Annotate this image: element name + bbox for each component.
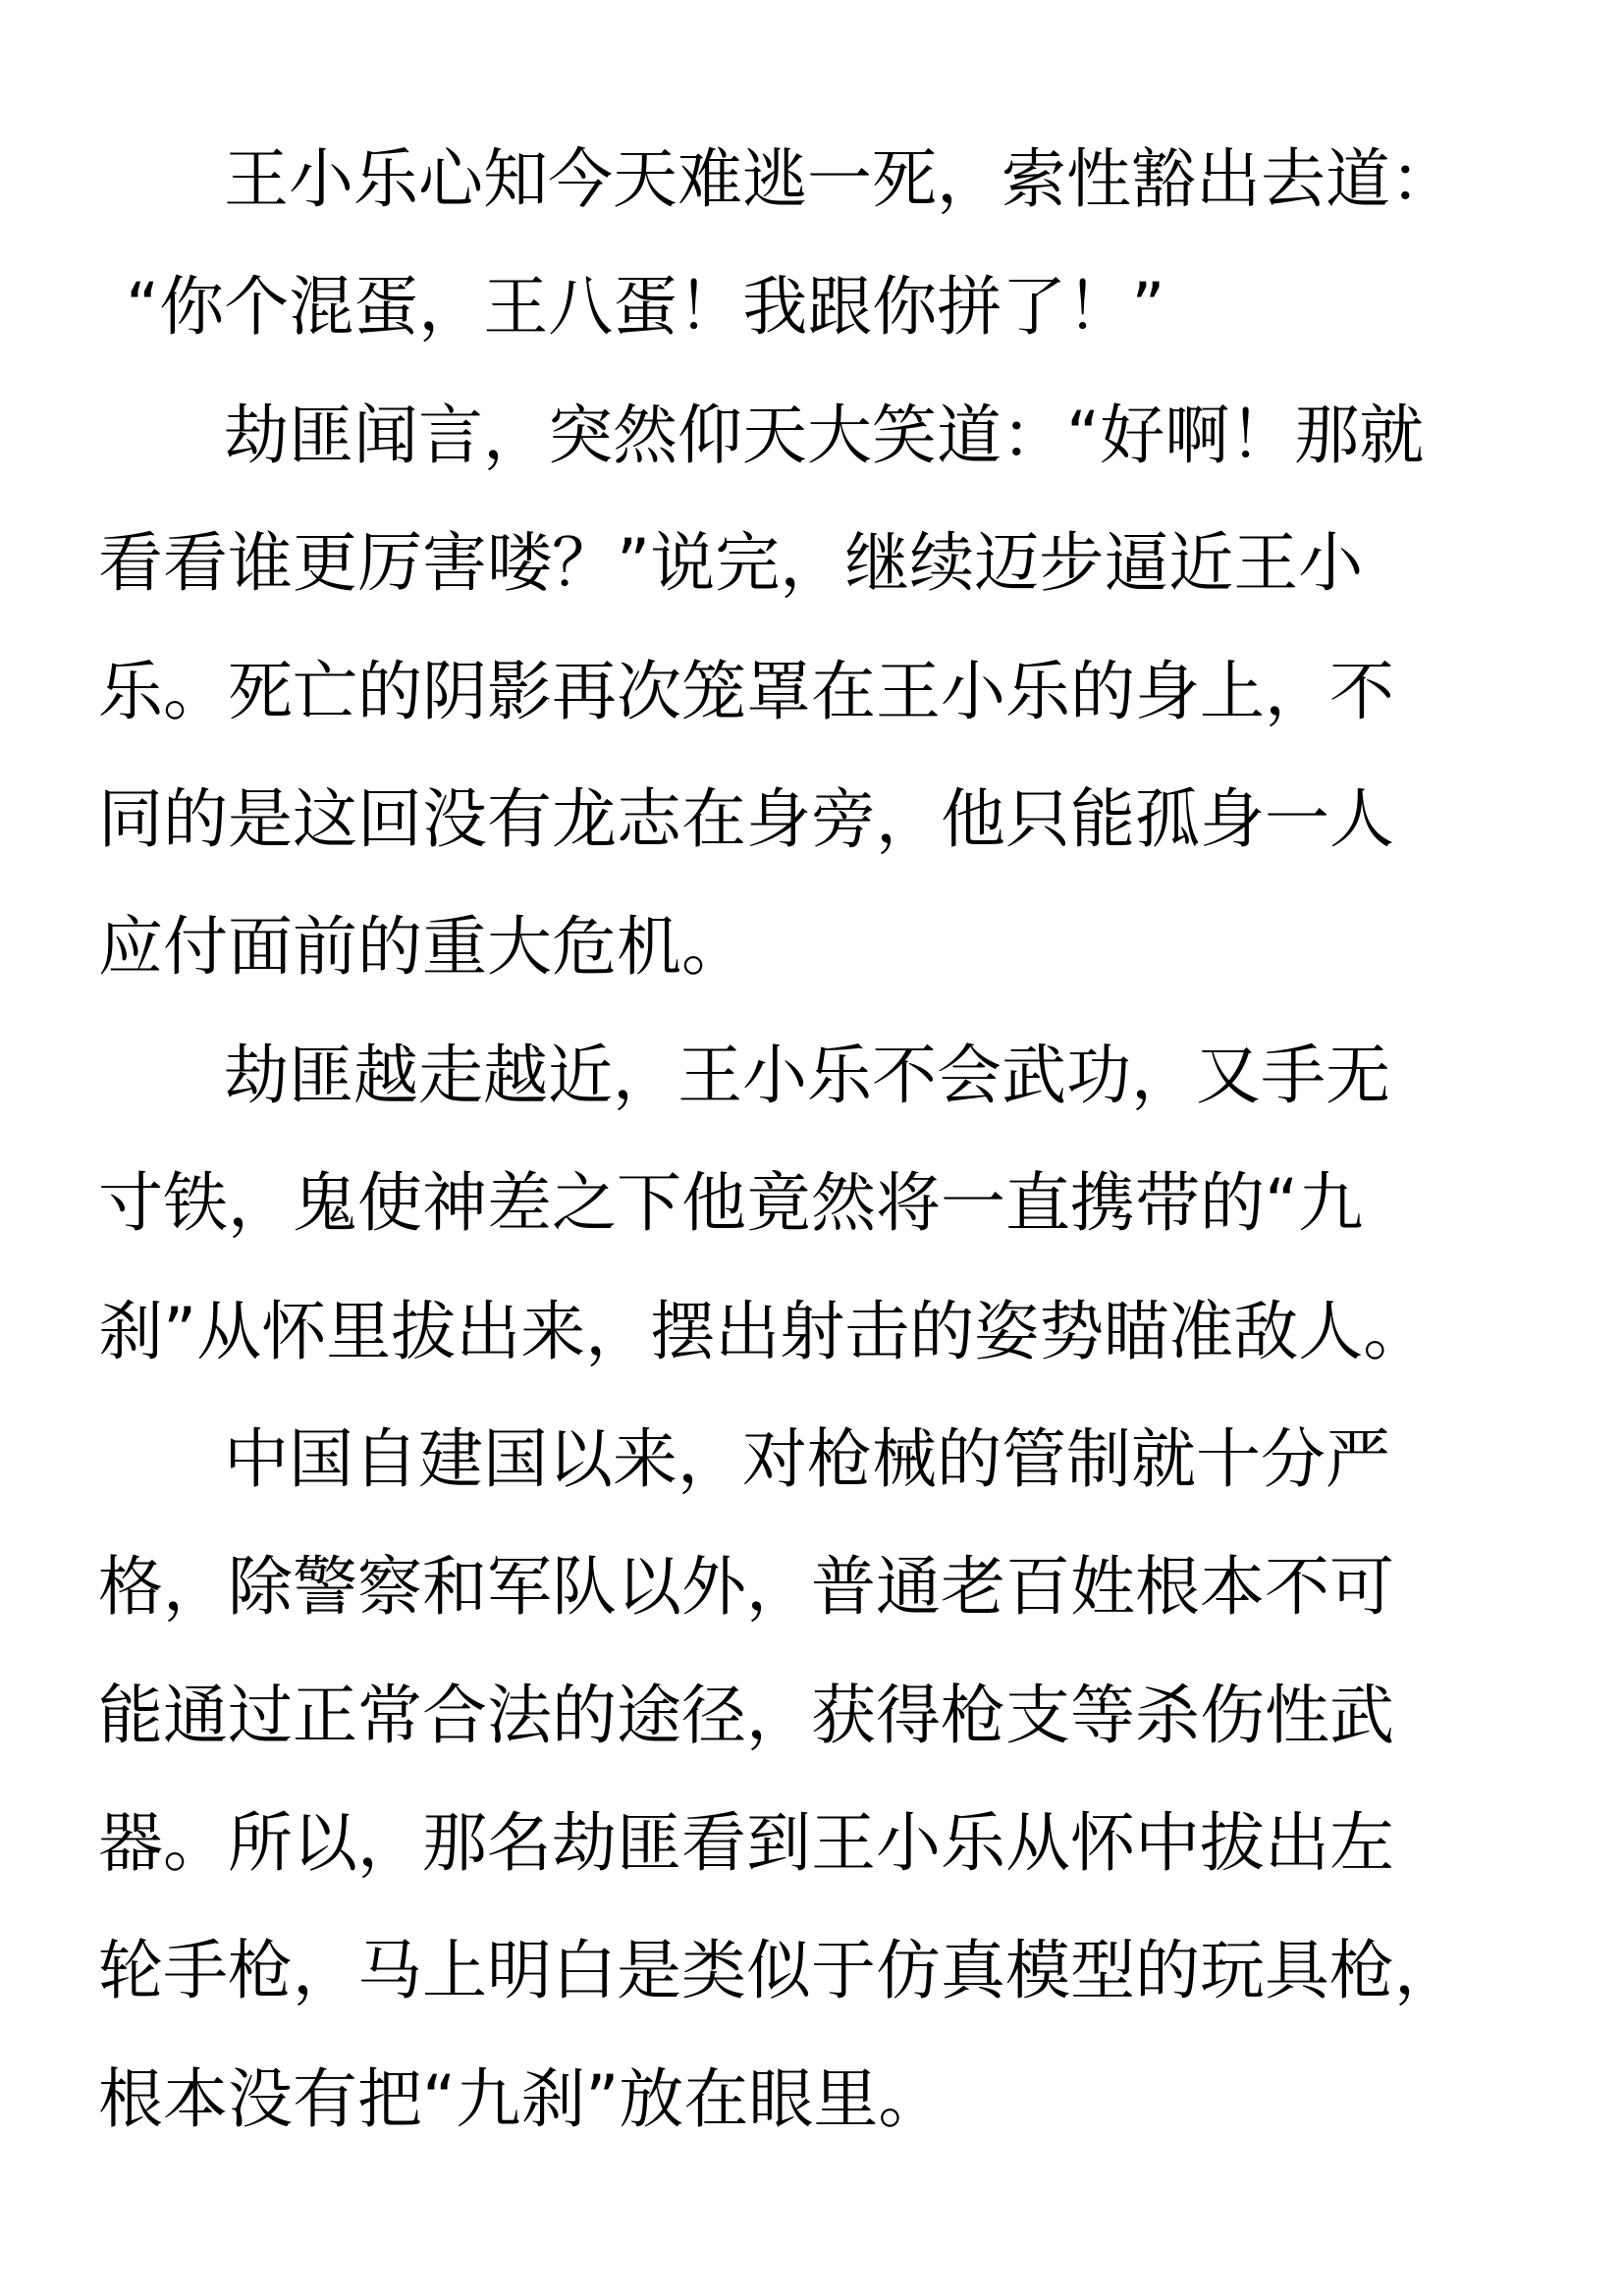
- paragraph-3-line-1: 劫匪越走越近，王小乐不会武功，又手无: [224, 1037, 1390, 1113]
- paragraph-2-line-5: 应付面前的重大危机。: [98, 909, 746, 986]
- paragraph-4-line-2: 格，除警察和军队以外，普通老百姓根本不可: [98, 1549, 1394, 1626]
- paragraph-4-line-6: 根本没有把“九刹”放在眼里。: [98, 2060, 944, 2137]
- paragraph-2-line-2: 看看谁更厉害喽？”说完，继续迈步逼近王小: [98, 525, 1364, 602]
- paragraph-4-line-3: 能通过正常合法的途径，获得枪支等杀伤性武: [98, 1677, 1394, 1753]
- body-text: [98, 116, 1542, 2163]
- paragraph-3-line-3: 刹”从怀里拔出来，摆出射击的姿势瞄准敌人。: [98, 1293, 1429, 1369]
- paragraph-2-line-3: 乐。死亡的阴影再次笼罩在王小乐的身上，不: [98, 653, 1394, 729]
- paragraph-3-line-2: 寸铁，鬼使神差之下他竟然将一直携带的“九: [98, 1165, 1364, 1242]
- paragraph-4-line-4: 器。所以，那名劫匪看到王小乐从怀中拔出左: [98, 1805, 1394, 1882]
- paragraph-2-line-4: 同的是这回没有龙志在身旁，他只能孤身一人: [98, 780, 1394, 857]
- paragraph-2-line-1: 劫匪闻言，突然仰天大笑道：“好啊！那就: [224, 397, 1425, 473]
- paragraph-4-line-5: 轮手枪，马上明白是类似于仿真模型的玩具枪，: [98, 1933, 1459, 2009]
- paragraph-1-line-1: 王小乐心知今天难逃一死，索性豁出去道：: [224, 141, 1455, 217]
- paragraph-4-line-1: 中国自建国以来，对枪械的管制就十分严: [224, 1420, 1390, 1497]
- paragraph-1-line-2: “你个混蛋，王八蛋！我跟你拼了！”: [126, 269, 1165, 346]
